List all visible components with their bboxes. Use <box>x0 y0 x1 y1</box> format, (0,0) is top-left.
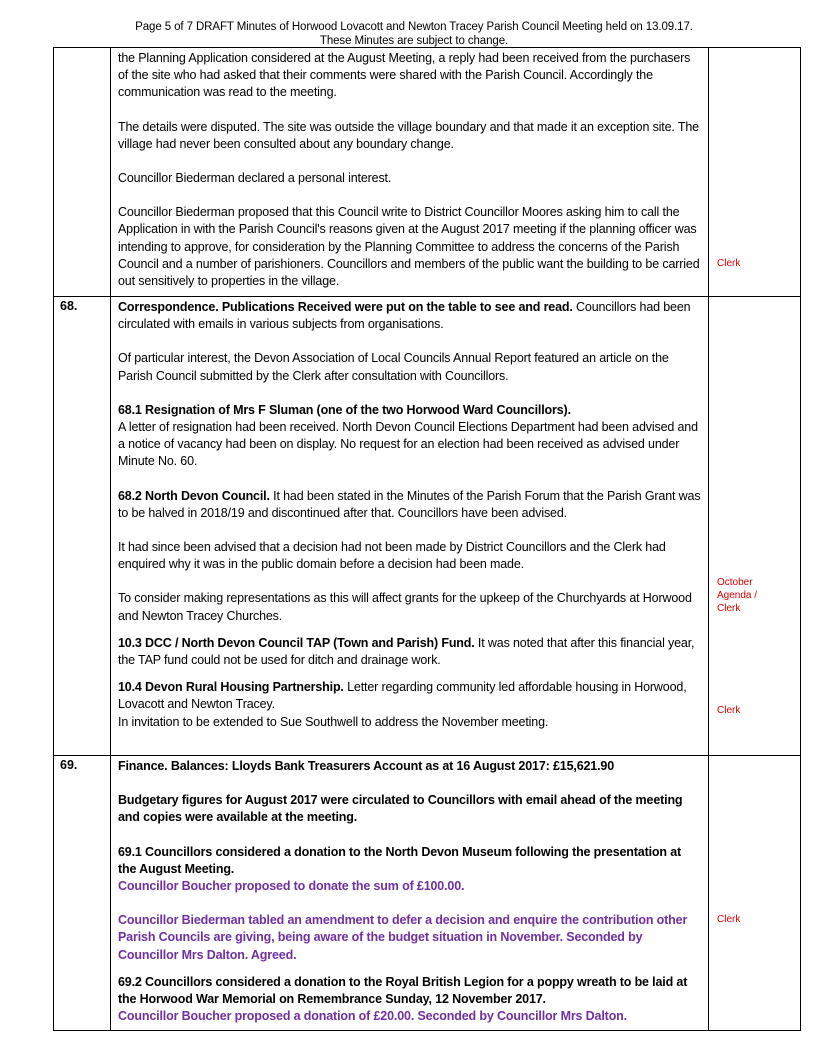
paragraph <box>118 679 702 731</box>
subheading-69-2: 69.2 Councillors considered a donation to the Royal British Legion for a poppy wreath to be laid at the Horwood War Memorial on Remembrance Sunday, 12 November 2017. <box>118 974 688 1007</box>
paragraph <box>118 299 702 333</box>
subheading-10-4: 10.4 Devon Rural Housing Partnership. <box>118 680 344 695</box>
resolution: Councillor Biederman tabled an amendment to defer a decision and enquire the contribution other Parish Councils are giving, being aware of the budget situation in November. Seconded by Councillor Mrs Dalton. Agreed. <box>118 913 688 962</box>
minute-row-continued <box>54 48 801 297</box>
minutes-table <box>53 47 801 1031</box>
paragraph: It had since been advised that a decision had not been made by District Councillors and the Clerk had enquired why it was in the public domain before a decision had been made. <box>118 540 666 572</box>
text: A letter of resignation had been received. North Devon Council Elections Department had been advised and a notice of vacancy had been on display. No request for an election had been received as advised under Minute No. 60. <box>118 420 698 469</box>
header-title: Page 5 of 7 DRAFT Minutes of Horwood Lovacott and Newton Tracey Parish Council Meeting held on 13.09.17. <box>135 21 693 33</box>
resolution: Councillor Boucher proposed to donate the sum of £100.00. <box>118 879 465 894</box>
paragraph: Councillor Biederman proposed that this Council write to District Councillor Moores asking him to call the Application in with the Parish Council's reasons given at the August 2017 meeting if the planning officer was intending to approve, for consideration by the Planning Committee to address the concerns of the Parish Council and a number of parishioners. Councillors and members of the public want the building to be carried out sensitively to properties in the village. <box>118 205 700 289</box>
paragraph: The details were disputed. The site was outside the village boundary and that made it an exception site. The village had never been consulted about any boundary change. <box>118 119 699 151</box>
paragraph <box>118 974 702 1026</box>
minute-row-68 <box>54 297 801 756</box>
resolution: Councillor Boucher proposed a donation of £20.00. Seconded by Councillor Mrs Dalton. <box>118 1009 627 1024</box>
text: Councillors had been circulated with emails in various subjects from organisations. <box>118 300 691 332</box>
paragraph <box>118 488 702 522</box>
paragraph: Of particular interest, the Devon Association of Local Councils Annual Report featured an article on the Parish Council submitted by the Clerk after consultation with Councillors. <box>118 351 669 383</box>
paragraph <box>118 635 702 669</box>
paragraph: the Planning Application considered at the August Meeting, a reply had been received from the purchasers of the site who had asked that their comments were shared with the Parish Council. Accordingly the communication was read to the meeting. <box>118 51 691 100</box>
action-cell <box>709 297 801 756</box>
text: It was noted that after this financial year, the TAP fund could not be used for ditch and drainage work. <box>118 635 695 668</box>
paragraph <box>118 402 702 471</box>
subheading-10-3: 10.3 DCC / North Devon Council TAP (Town and Parish) Fund. <box>118 635 475 650</box>
minute-number: 68. <box>54 297 111 756</box>
page-header <box>0 20 828 48</box>
subheading-68-2: 68.2 North Devon Council. <box>118 488 270 503</box>
paragraph <box>118 844 702 896</box>
minute-body-cell <box>111 297 709 756</box>
finance-balance: Finance. Balances: Lloyds Bank Treasurers Account as at 16 August 2017: £15,621.90 <box>118 759 615 773</box>
action-cell <box>709 756 801 1031</box>
action-note: Clerk <box>717 705 741 716</box>
paragraph: To consider making representations as this will affect grants for the upkeep of the Churchyards at Horwood and Newton Tracey Churches. <box>118 591 692 623</box>
header-subtitle: These Minutes are subject to change. <box>319 35 509 47</box>
subheading-68-1: 68.1 Resignation of Mrs F Sluman (one of the two Horwood Ward Councillors). <box>118 402 571 417</box>
action-note: October Agenda / Clerk <box>717 577 758 614</box>
action-cell <box>709 48 801 297</box>
action-note: Clerk <box>717 914 741 925</box>
heading-correspondence: Correspondence. Publications Received were put on the table to see and read. <box>118 300 573 314</box>
text: In invitation to be extended to Sue Southwell to address the November meeting. <box>118 714 549 729</box>
paragraph: Councillor Biederman declared a personal interest. <box>118 171 392 186</box>
subheading-69-1: 69.1 Councillors considered a donation to the North Devon Museum following the presentation at the August Meeting. <box>118 844 682 876</box>
text: It had been stated in the Minutes of the Parish Forum that the Parish Grant was to be halved in 2018/19 and discontinued after that. Councillors have been advised. <box>118 488 701 520</box>
minute-body-cell <box>111 48 709 297</box>
minute-row-69 <box>54 756 801 1031</box>
minute-number: 69. <box>54 756 111 1031</box>
paragraph: Budgetary figures for August 2017 were circulated to Councillors with email ahead of the meeting and copies were available at the meeting. <box>118 793 683 825</box>
minute-body-cell <box>111 756 709 1031</box>
action-note: Clerk <box>717 258 741 269</box>
text: Letter regarding community led affordable housing in Horwood, Lovacott and Newton Tracey. <box>118 680 687 712</box>
minute-number-cell <box>54 48 111 297</box>
